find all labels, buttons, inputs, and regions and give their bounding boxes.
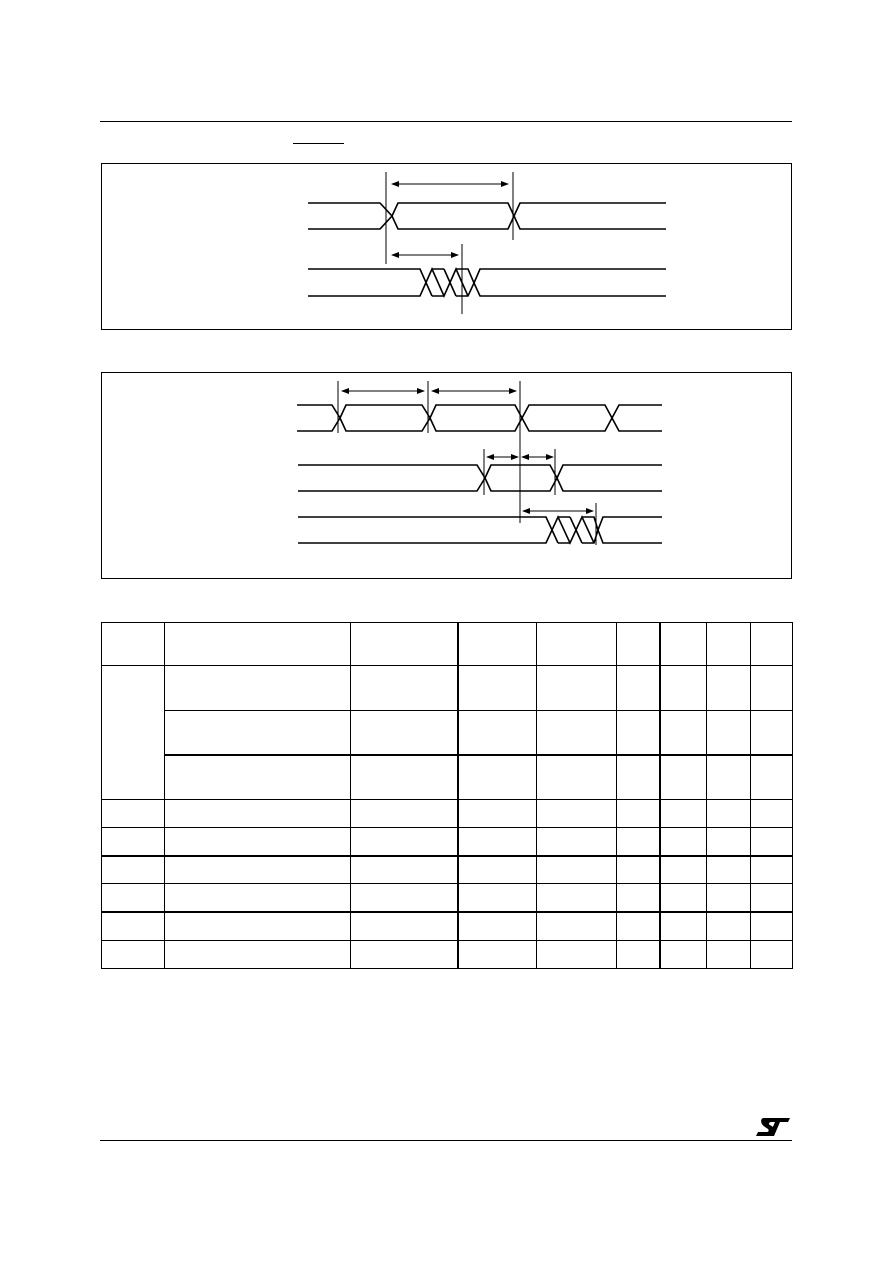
- table-cell: [537, 940, 617, 968]
- table-cell: [102, 666, 165, 799]
- table-cell: [458, 666, 537, 710]
- table-cell: [707, 884, 751, 912]
- table-cell: [751, 827, 793, 855]
- table-cell: [660, 856, 707, 884]
- table-row: [102, 827, 793, 855]
- table-cell: [751, 710, 793, 754]
- table-cell: [458, 827, 537, 855]
- table-cell: [165, 940, 351, 968]
- table-cell: [458, 856, 537, 884]
- table-cell: [102, 827, 165, 855]
- signal-overbar: [293, 143, 344, 144]
- bus-waveform-middle: [298, 465, 662, 491]
- table-cell: [751, 912, 793, 940]
- table-cell: [617, 884, 660, 912]
- header-cell: [351, 623, 458, 666]
- table-cell: [102, 940, 165, 968]
- table-cell: [707, 799, 751, 827]
- header-cell: [617, 623, 660, 666]
- table-cell: [165, 710, 351, 754]
- table-cell: [660, 666, 707, 710]
- header-cell: [458, 623, 537, 666]
- table-cell: [102, 856, 165, 884]
- table-cell: [537, 827, 617, 855]
- table-cell: [351, 755, 458, 799]
- header-cell: [537, 623, 617, 666]
- table-cell: [351, 940, 458, 968]
- table-row: [102, 912, 793, 940]
- table-cell: [660, 799, 707, 827]
- table-row: [102, 710, 793, 754]
- table-cell: [351, 884, 458, 912]
- timing-diagram-2-svg: [102, 373, 793, 580]
- table-cell: [351, 710, 458, 754]
- table-cell: [351, 827, 458, 855]
- table-cell: [617, 666, 660, 710]
- table-row: [102, 940, 793, 968]
- table-cell: [617, 755, 660, 799]
- timing-diagram-1-svg: [102, 164, 793, 331]
- table-row: [102, 856, 793, 884]
- bus-waveform-lower: [308, 269, 666, 296]
- table-cell: [751, 799, 793, 827]
- table-cell: [537, 884, 617, 912]
- table-cell: [660, 884, 707, 912]
- bus-waveform-bottom: [298, 517, 662, 543]
- header-cell: [165, 623, 351, 666]
- table-cell: [165, 666, 351, 710]
- table-cell: [351, 912, 458, 940]
- table-cell: [707, 940, 751, 968]
- table-cell: [102, 884, 165, 912]
- table-cell: [351, 666, 458, 710]
- bus-waveform-top: [297, 405, 662, 431]
- table-cell: [458, 710, 537, 754]
- table-cell: [165, 799, 351, 827]
- table-cell: [458, 912, 537, 940]
- table-cell: [351, 856, 458, 884]
- table-row: [102, 666, 793, 710]
- table-cell: [165, 884, 351, 912]
- table-cell: [537, 710, 617, 754]
- table-cell: [537, 912, 617, 940]
- table-cell: [707, 666, 751, 710]
- table-cell: [458, 940, 537, 968]
- table-cell: [165, 755, 351, 799]
- header-cell: [751, 623, 793, 666]
- header-cell: [707, 623, 751, 666]
- table-cell: [617, 799, 660, 827]
- table-cell: [660, 912, 707, 940]
- table-cell: [707, 710, 751, 754]
- table-cell: [707, 856, 751, 884]
- table-cell: [165, 912, 351, 940]
- table-cell: [617, 827, 660, 855]
- table-cell: [707, 912, 751, 940]
- parameter-table: [101, 622, 793, 969]
- table-cell: [165, 827, 351, 855]
- timing-diagram-1: [101, 163, 792, 330]
- table-cell: [537, 666, 617, 710]
- table-cell: [660, 710, 707, 754]
- table-cell: [751, 856, 793, 884]
- table-cell: [458, 884, 537, 912]
- table-cell: [537, 856, 617, 884]
- header-cell: [102, 623, 165, 666]
- table-cell: [660, 940, 707, 968]
- table-cell: [707, 755, 751, 799]
- st-logo-icon: [755, 1116, 791, 1138]
- table-cell: [617, 912, 660, 940]
- table-cell: [751, 884, 793, 912]
- timing-diagram-2: [101, 372, 792, 579]
- table-cell: [617, 856, 660, 884]
- bus-waveform-upper: [308, 203, 666, 229]
- table-cell: [660, 827, 707, 855]
- table-cell: [458, 755, 537, 799]
- header-cell: [660, 623, 707, 666]
- table-cell: [102, 912, 165, 940]
- table-cell: [707, 827, 751, 855]
- table-row: [102, 755, 793, 799]
- footer-rule: [100, 1140, 792, 1141]
- table-cell: [537, 755, 617, 799]
- table-cell: [751, 940, 793, 968]
- table-row: [102, 884, 793, 912]
- table-cell: [617, 710, 660, 754]
- table-cell: [165, 856, 351, 884]
- table-header-row: [102, 623, 793, 666]
- table-cell: [751, 755, 793, 799]
- table-cell: [751, 666, 793, 710]
- header-rule: [100, 121, 792, 122]
- table-row: [102, 799, 793, 827]
- table-cell: [660, 755, 707, 799]
- table-cell: [102, 799, 165, 827]
- table-cell: [351, 799, 458, 827]
- table-cell: [537, 799, 617, 827]
- table-cell: [617, 940, 660, 968]
- table-cell: [458, 799, 537, 827]
